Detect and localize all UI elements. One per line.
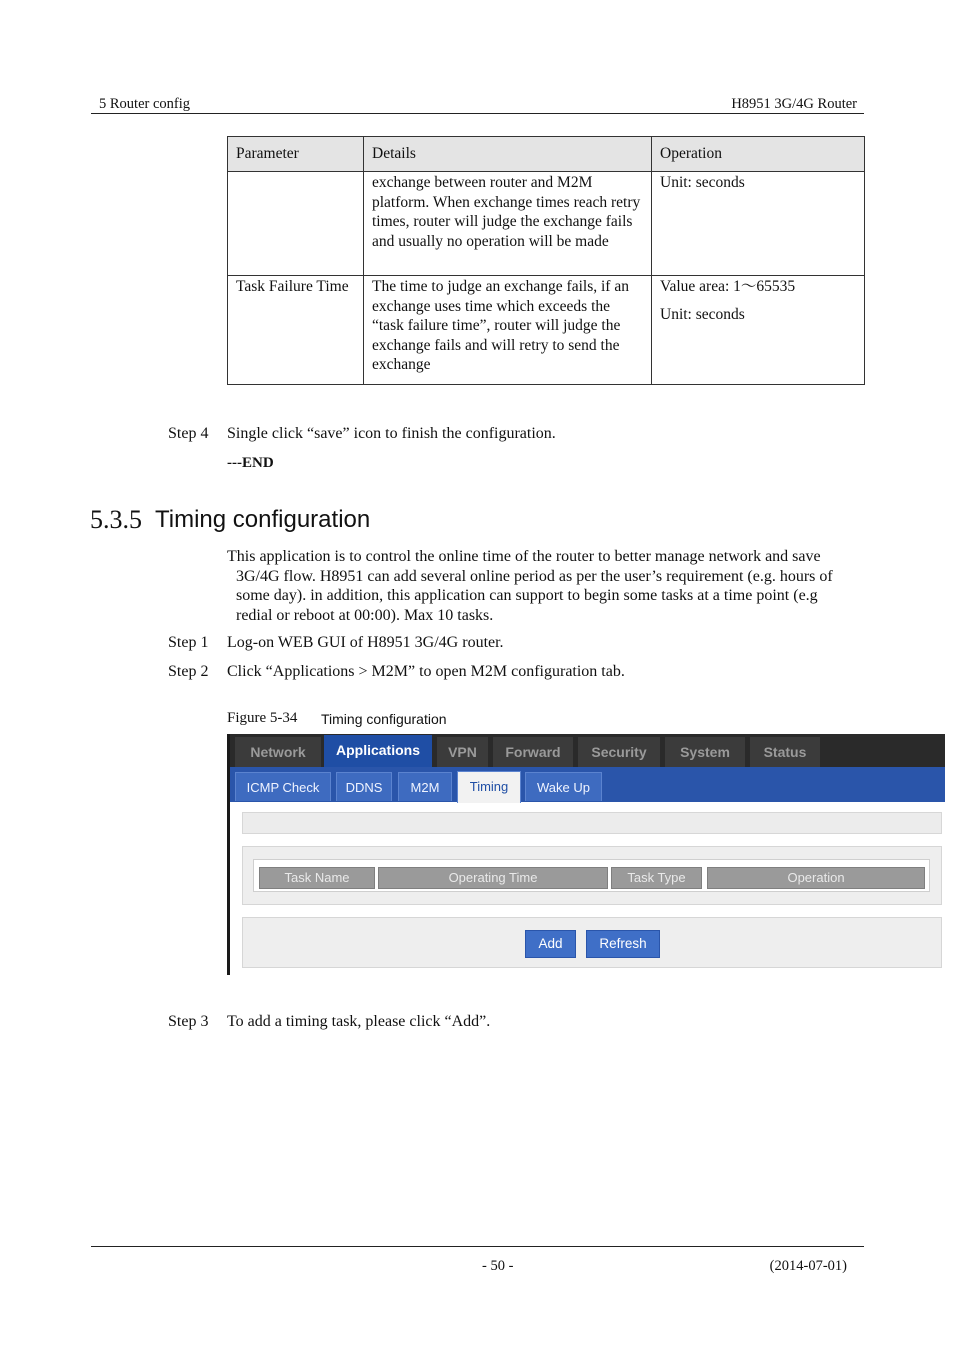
button-panel <box>242 917 942 968</box>
cell-parameter <box>228 172 364 276</box>
column-operation: Operation <box>707 867 925 889</box>
column-task-name: Task Name <box>259 867 375 889</box>
subtab-icmp-check[interactable]: ICMP Check <box>235 772 331 801</box>
step-4-text: Single click “save” icon to finish the configuration. <box>227 425 556 442</box>
operation-line: Unit: seconds <box>660 305 745 323</box>
step-2-text: Click “Applications > M2M” to open M2M configuration tab. <box>227 663 625 680</box>
intro-line: some day). in addition, this application can support to begin some tasks at a time point (e.g <box>236 587 818 604</box>
step-3-text: To add a timing task, please click “Add”. <box>227 1013 491 1030</box>
header-rule <box>91 113 864 114</box>
step-3-label: Step 3 <box>168 1013 209 1030</box>
intro-line: This application is to control the online time of the router to better manage network and save <box>227 548 821 565</box>
step-1-text: Log-on WEB GUI of H8951 3G/4G router. <box>227 634 504 651</box>
tab-system[interactable]: System <box>665 737 745 767</box>
step-4-label: Step 4 <box>168 425 209 442</box>
end-marker: ---END <box>227 455 274 471</box>
step-2-label: Step 2 <box>168 663 209 680</box>
page-number: - 50 - <box>482 1258 514 1274</box>
content-header-band <box>242 812 942 834</box>
cell-details: The time to judge an exchange fails, if an exchange uses time which exceeds the “task failure time”, router will judge the exchange fails and will retry to send the exchange <box>364 276 652 385</box>
table-row <box>228 172 865 276</box>
tab-applications[interactable]: Applications <box>324 735 432 768</box>
table-header-row <box>228 137 865 172</box>
task-table <box>253 859 930 892</box>
tab-vpn[interactable]: VPN <box>437 737 488 767</box>
intro-line: redial or reboot at 00:00). Max 10 tasks. <box>236 606 494 624</box>
tab-forward[interactable]: Forward <box>493 737 573 767</box>
cell-operation <box>652 172 865 276</box>
column-task-type: Task Type <box>611 867 702 889</box>
table-row <box>228 276 865 385</box>
timing-config-screenshot <box>227 734 945 975</box>
cell-operation <box>652 276 865 385</box>
cell-parameter: Task Failure Time <box>228 276 364 385</box>
sub-tab-bar <box>230 767 945 802</box>
parameter-table <box>227 136 865 385</box>
subtab-m2m[interactable]: M2M <box>398 772 452 801</box>
subtab-timing[interactable]: Timing <box>457 771 521 803</box>
subtab-wake-up[interactable]: Wake Up <box>525 772 602 801</box>
task-table-panel <box>242 846 942 905</box>
document-date: (2014-07-01) <box>769 1258 847 1274</box>
figure-label: Figure 5-34 <box>227 710 298 726</box>
tab-security[interactable]: Security <box>578 737 660 767</box>
intro-line: 3G/4G flow. H8951 can add several online period as per the user’s requirement (e.g. hours of <box>236 567 833 585</box>
tab-status[interactable]: Status <box>750 737 820 767</box>
refresh-button[interactable]: Refresh <box>586 930 660 958</box>
column-operating-time: Operating Time <box>378 867 608 889</box>
intro-paragraph <box>227 547 867 625</box>
running-header-product: H8951 3G/4G Router <box>731 96 857 112</box>
footer-rule <box>91 1246 864 1247</box>
figure-title: Timing configuration <box>321 711 447 727</box>
main-tab-bar <box>230 734 945 767</box>
cell-details: exchange between router and M2M platform. When exchange times reach retry times, router will judge the exchange fails and usually no operation will be made <box>364 172 652 276</box>
operation-line: Unit: seconds <box>660 174 745 191</box>
tab-network[interactable]: Network <box>235 737 321 767</box>
column-header-operation: Operation <box>652 137 865 172</box>
column-header-details: Details <box>364 137 652 172</box>
operation-line: Value area: 1～65535 <box>660 278 796 295</box>
section-title: Timing configuration <box>155 506 371 533</box>
add-button[interactable]: Add <box>525 930 576 958</box>
step-1-label: Step 1 <box>168 634 209 651</box>
subtab-ddns[interactable]: DDNS <box>336 772 392 801</box>
running-header-chapter: 5 Router config <box>99 96 191 112</box>
section-number: 5.3.5 <box>90 505 142 534</box>
column-header-parameter: Parameter <box>228 137 364 172</box>
